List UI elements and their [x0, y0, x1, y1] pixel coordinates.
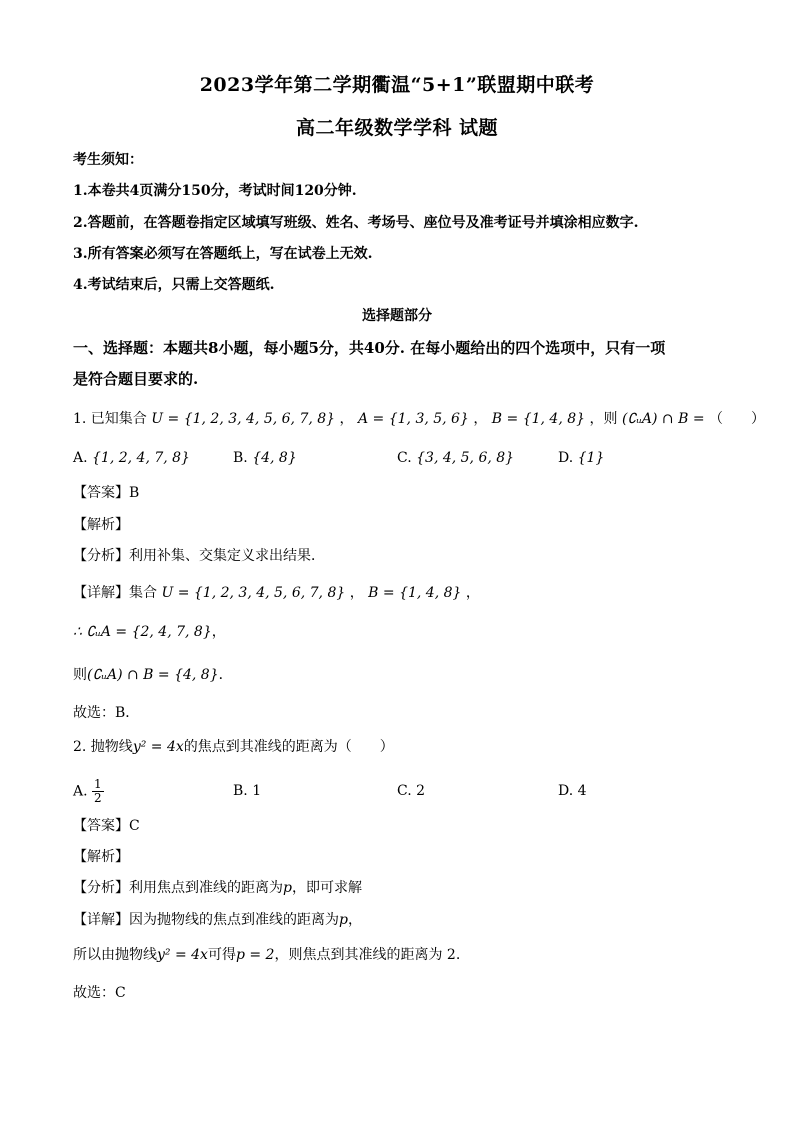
q1-detail-lead: 集合: [129, 585, 157, 601]
q2-option-b: [233, 781, 261, 801]
q1-expression: (∁ᵤA) ∩ B =: [621, 411, 705, 427]
q2-option-b-value: 1: [252, 783, 262, 799]
q2-answer-value: C: [129, 818, 140, 834]
exam-title: 2023学年第二学期衢温“5+1”联盟期中联考: [199, 74, 595, 96]
q1-detail-sep: ，: [349, 585, 364, 601]
q2-option-c-label: C.: [397, 783, 412, 799]
q2-line2-equation: y² = 4x: [157, 947, 208, 963]
q2-fenxi-tag: 【分析】: [73, 880, 129, 896]
q1-option-b: [233, 448, 297, 468]
section-title: 选择题部分: [362, 308, 432, 324]
q2-detail-line-2: [73, 945, 460, 965]
exam-subtitle: 高二年级数学学科 试题: [295, 117, 499, 139]
q1-set-a: A = {1, 3, 5, 6}: [357, 411, 469, 427]
q1-option-d-label: D.: [558, 450, 574, 466]
q2-fenxi: [73, 878, 362, 898]
section-instruction-2: 是符合题目要求的.: [73, 370, 199, 388]
q1-step-2-lead: 则: [73, 667, 87, 683]
q2-analysis-tag: 【解析】: [73, 849, 129, 865]
q2-detail-text: 因为抛物线的焦点到准线的距离为: [129, 912, 339, 928]
q1-step-2: [73, 665, 233, 685]
q1-stem-lead: 1. 已知集合: [73, 411, 147, 427]
q1-paren: （ ）: [709, 411, 766, 427]
q1-fenxi-tag: 【分析】: [73, 548, 129, 564]
q2-line2-mid: 可得: [207, 947, 236, 963]
q2-stem: [73, 737, 394, 757]
q2-option-c-value: 2: [416, 783, 426, 799]
q1-answer-value: B: [129, 485, 140, 501]
q1-option-d-value: {1}: [577, 450, 605, 466]
q1-option-a-value: {1, 2, 4, 7, 8}: [92, 450, 190, 466]
q1-fenxi: [73, 546, 325, 566]
q1-option-c-value: {3, 4, 5, 6, 8}: [416, 450, 515, 466]
q2-option-d: [558, 781, 587, 801]
q1-option-d: [558, 448, 604, 468]
q2-detail-tag: 【详解】: [73, 912, 129, 928]
q1-detail-end: ，: [465, 585, 480, 601]
q1-option-a-label: A.: [73, 450, 88, 466]
notice-item-1: 1.本卷共4页满分150分，考试时间120分钟.: [73, 183, 357, 199]
q1-conclusion: 故选：B．: [73, 705, 140, 721]
notice-item-4: 4.考试结束后，只需上交答题纸.: [73, 277, 275, 293]
q2-option-d-value: 4: [577, 783, 587, 799]
q2-conclusion: 故选：C: [73, 985, 126, 1001]
q2-line2-tail: ，则焦点到其准线的距离为 2.: [274, 947, 461, 963]
q2-answer-tag: 【答案】: [73, 818, 129, 834]
q1-step-1-end: ，: [211, 624, 226, 640]
q2-fenxi-tail: ，即可求解: [291, 880, 362, 896]
q1-set-u: U = {1, 2, 3, 4, 5, 6, 7, 8}: [151, 411, 336, 427]
q2-option-a-fraction: [92, 778, 104, 805]
q2-detail-tail: ，: [347, 912, 362, 928]
q2-line2-lead: 所以由抛物线: [73, 947, 157, 963]
q2-equation: y² = 4x: [132, 739, 184, 755]
q2-answer: [73, 816, 140, 836]
q1-option-c-label: C.: [397, 450, 412, 466]
section-instruction-1: 一、选择题：本题共8小题，每小题5分，共40分. 在每小题给出的四个选项中，只有一项: [73, 339, 666, 357]
q1-option-b-label: B.: [233, 450, 248, 466]
notice-item-3: 3.所有答案必须写在答题纸上，写在试卷上无效.: [73, 246, 373, 262]
q2-fenxi-text: 利用焦点到准线的距离为: [129, 880, 283, 896]
q2-option-a-denominator: 2: [94, 791, 102, 805]
q2-line2-p-value: p = 2: [235, 947, 275, 963]
q2-stem-lead: 2. 抛物线: [73, 739, 133, 755]
q1-option-b-value: {4, 8}: [252, 450, 297, 466]
q2-fenxi-p: p: [283, 880, 292, 896]
q1-step-2-math: (∁ᵤA) ∩ B = {4, 8}: [87, 667, 219, 683]
notice-item-2: 2.答题前，在答题卷指定区域填写班级、姓名、考场号、座位号及准考证号并填涂相应数字.: [73, 215, 639, 231]
q2-option-a-numerator: 1: [94, 777, 102, 791]
q1-option-c: [397, 448, 514, 468]
q1-step-1: [73, 622, 226, 642]
q2-detail-p: p: [339, 912, 348, 928]
q2-option-a-label: A.: [73, 783, 88, 800]
q2-option-d-label: D.: [558, 783, 574, 799]
q1-step-2-end: ．: [218, 667, 233, 683]
q1-set-b: B = {1, 4, 8}: [491, 411, 586, 427]
q1-stem: [73, 409, 765, 429]
q1-answer: [73, 483, 139, 503]
q1-sep-2: ，: [473, 411, 488, 427]
q1-step-1-math: ∴ ∁ᵤA = {2, 4, 7, 8}: [73, 624, 212, 640]
q1-sep-1: ，: [339, 411, 354, 427]
q2-option-b-label: B.: [233, 783, 248, 799]
q1-analysis-tag: 【解析】: [73, 517, 129, 533]
q2-option-c: [397, 781, 425, 801]
q2-stem-tail: 的焦点到其准线的距离为（ ）: [183, 739, 394, 755]
q1-detail: [73, 583, 480, 603]
q1-fenxi-text: 利用补集、交集定义求出结果．: [129, 548, 325, 564]
q1-detail-tag: 【详解】: [73, 585, 129, 601]
q1-answer-tag: 【答案】: [73, 485, 129, 501]
q1-detail-set-b: B = {1, 4, 8}: [368, 585, 462, 601]
q2-option-a: [73, 778, 104, 805]
q2-detail: [73, 910, 362, 930]
q1-stem-then: ，则: [589, 411, 618, 427]
notice-heading: 考生须知：: [73, 152, 143, 168]
q1-detail-set-u: U = {1, 2, 3, 4, 5, 6, 7, 8}: [161, 585, 346, 601]
q1-option-a: [73, 448, 190, 468]
